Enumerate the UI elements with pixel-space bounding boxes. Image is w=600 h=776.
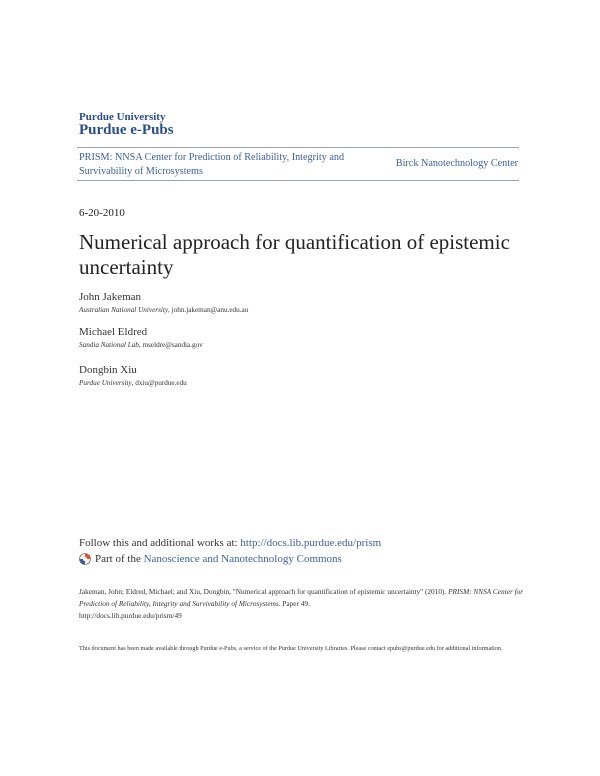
part-of-label: Part of the <box>95 553 141 565</box>
author-name: Michael Eldred <box>79 326 148 338</box>
citation: Jakeman, John; Eldred, Michael; and Xiu, Dongbin, "Numerical approach for quantification of epistemic uncertainty" (2010). PRISM: NNSA Center for Prediction of Reliability, Integrity and Survivability of Microsystems. Paper 49. http://docs.lib.purdue.edu/prism/49 <box>79 587 524 620</box>
availability-notice: This document has been made available through Purdue e-Pubs, a service of the Purdue University Libraries. Please contact epubs@purdue.edu for additional information. <box>79 645 503 652</box>
center-link[interactable]: Birck Nanotechnology Center <box>395 158 518 169</box>
part-of-line <box>79 553 342 565</box>
author-affiliation: Australian National University, john.jakeman@anu.edu.au <box>79 306 249 314</box>
citation-url[interactable]: http://docs.lib.purdue.edu/prism/49 <box>79 611 182 620</box>
author-affiliation: Sandia National Lab, mseldre@sandia.gov <box>79 341 203 349</box>
follow-line <box>79 537 381 549</box>
author-name: John Jakeman <box>79 291 142 303</box>
follow-label: Follow this and additional works at: <box>79 537 241 549</box>
follow-link[interactable]: http://docs.lib.purdue.edu/prism <box>240 537 382 549</box>
institution-link[interactable]: Purdue University <box>79 111 166 123</box>
header-top-rule <box>77 147 519 148</box>
author-affiliation: Purdue University, dxiu@purdue.edu <box>79 379 187 387</box>
commons-icon <box>79 553 91 565</box>
author-name: Dongbin Xiu <box>79 364 137 376</box>
paper-title: Numerical approach for quantification of epistemic uncertainty <box>79 230 510 279</box>
repository-link[interactable]: Purdue e-Pubs <box>79 122 174 138</box>
series-link[interactable]: PRISM: NNSA Center for Prediction of Reliability, Integrity and Survivability of Microsystems <box>79 152 345 177</box>
publication-date: 6-20-2010 <box>79 207 125 219</box>
commons-link[interactable]: Nanoscience and Nanotechnology Commons <box>143 553 342 565</box>
header-bottom-rule <box>77 180 519 181</box>
